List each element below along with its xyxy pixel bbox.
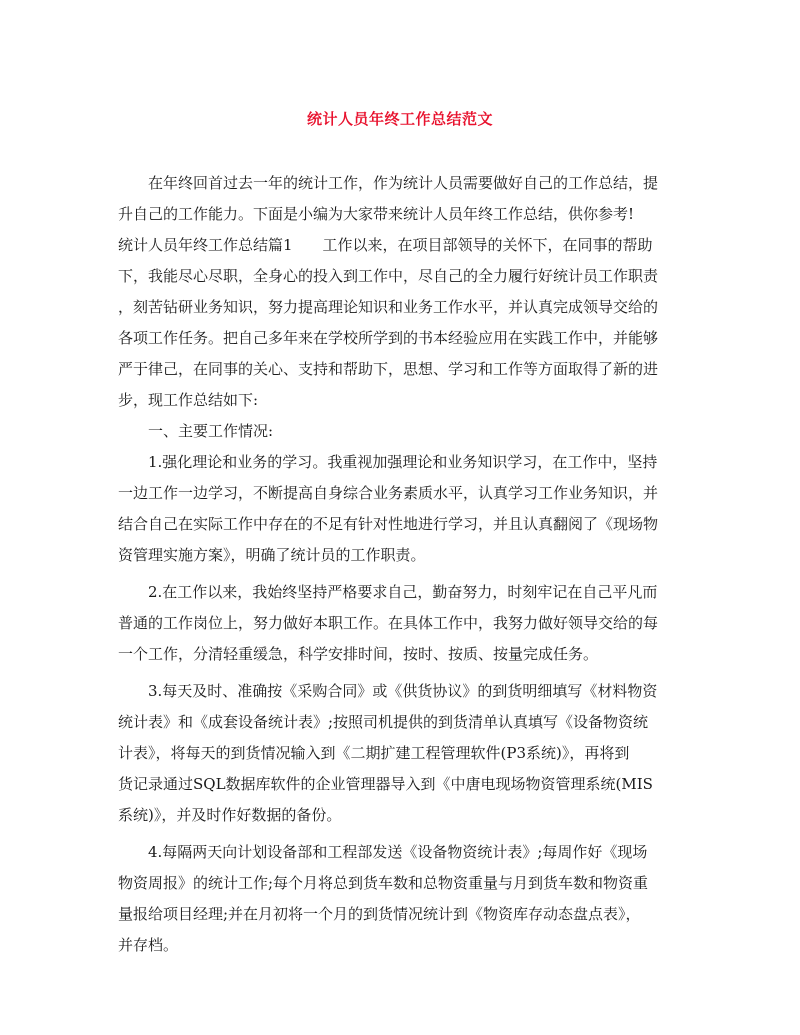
text-line: 在年终回首过去一年的统计工作，作为统计人员需要做好自己的工作总结，提 [148,174,659,192]
text-line: 统计表》和《成套设备统计表》;按照司机提供的到货清单认真填写《设备物资统 [118,713,649,731]
text-line: 3.每天及时、准确按《采购合同》或《供货协议》的到货明细填写《材料物资 [148,682,658,700]
item-3-paragraph [118,676,688,831]
document-body [118,168,688,961]
text-line: 2.在工作以来，我始终坚持严格要求自己，勤奋努力，时刻牢记在自己平凡而 [148,583,658,601]
text-line: 普通的工作岗位上，努力做好本职工作。在具体工作中，我努力做好领导交给的每 [118,614,659,632]
text-line: 量报给项目经理;并在月初将一个月的到货情况统计到《物资库存动态盘点表》， [118,905,641,923]
text-line: 物资周报》的统计工作;每个月将总到货车数和总物资重量与月到货车数和物资重 [118,874,649,892]
text-line: 各项工作任务。把自己多年来在学校所学到的书本经验应用在实践工作中，并能够 [118,329,659,347]
opening-paragraph [118,230,688,416]
text-line: 系统)》，并及时作好数据的备份。 [118,806,342,824]
text-line: 结合自己在实际工作中存在的不足有针对性地进行学习，并且认真翻阅了《现场物 [118,515,659,533]
text-line: 货记录通过SQL数据库软件的企业管理器导入到《中唐电现场物资管理系统(MIS [118,775,653,793]
item-2-paragraph [118,577,688,670]
text-line: 严于律己，在同事的关心、支持和帮助下，思想、学习和工作等方面取得了新的进 [118,360,659,378]
text-line: 统计人员年终工作总结篇1 工作以来，在项目部领导的关怀下，在同事的帮助 [118,236,653,254]
text-line: 升自己的工作能力。下面是小编为大家带来统计人员年终工作总结，供你参考! [118,205,635,223]
item-4-paragraph [118,837,688,961]
section-heading: 一、主要工作情况: [148,422,274,440]
text-line: 步，现工作总结如下: [118,391,259,409]
text-line: 4.每隔两天向计划设备部和工程部发送《设备物资统计表》;每周作好《现场 [148,843,648,861]
text-line: 一个工作，分清轻重缓急，科学安排时间，按时、按质、按量完成任务。 [118,645,599,663]
intro-paragraph [118,168,688,230]
text-line: 下，我能尽心尽职，全身心的投入到工作中，尽自己的全力履行好统计员工作职责 [118,267,659,285]
text-line: 一边工作一边学习，不断提高自身综合业务素质水平，认真学习工作业务知识，并 [118,484,659,502]
document-title: 统计人员年终工作总结范文 [306,110,493,128]
text-line: 计表》，将每天的到货情况输入到《二期扩建工程管理软件(P3系统)》，再将到 [118,744,630,762]
text-line: 资管理实施方案》，明确了统计员的工作职责。 [118,546,426,564]
text-line: 1.强化理论和业务的学习。我重视加强理论和业务知识学习，在工作中，坚持 [148,453,658,471]
text-line: ，刻苦钻研业务知识，努力提高理论知识和业务工作水平，并认真完成领导交给的 [118,298,659,316]
item-1-paragraph [118,447,688,571]
text-line: 并存档。 [118,936,179,954]
